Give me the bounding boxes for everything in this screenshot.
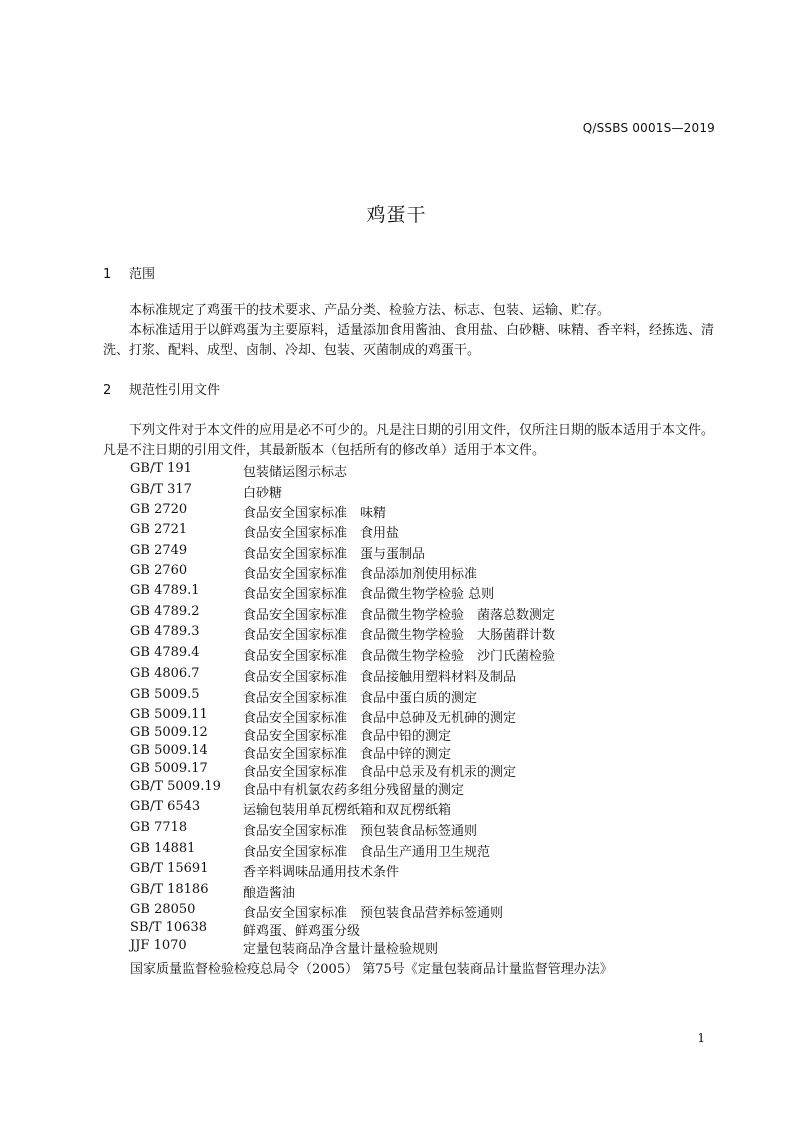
reference-code: GB 4789.1 — [130, 583, 200, 598]
reference-code: GB/T 5009.19 — [130, 779, 221, 794]
reference-code: GB 28050 — [130, 902, 196, 917]
reference-title: 食品安全国家标准 食品生产通用卫生规范 — [243, 845, 491, 860]
reference-title: 香辛料调味品通用技术条件 — [243, 865, 400, 880]
reference-code: GB/T 15691 — [130, 861, 209, 876]
reference-title: 食品安全国家标准 食品中铅的测定 — [243, 729, 452, 744]
reference-code: GB 5009.17 — [130, 761, 208, 776]
reference-title: 食品安全国家标准 食品中总汞及有机汞的测定 — [243, 765, 517, 780]
reference-title: 食品安全国家标准 食用盐 — [243, 526, 400, 541]
document-number: Q/SSBS 0001S—2019 — [582, 121, 715, 135]
reference-code: GB 2721 — [130, 522, 188, 537]
reference-code: GB 7718 — [130, 820, 188, 835]
reference-title: 食品安全国家标准 食品微生物学检验 菌落总数测定 — [243, 608, 556, 623]
reference-code: GB 2760 — [130, 563, 188, 578]
reference-code: JJF 1070 — [130, 938, 187, 953]
reference-title: 食品安全国家标准 食品微生物学检验 沙门氏菌检验 — [243, 649, 556, 664]
reference-code: GB 4789.3 — [130, 624, 200, 639]
reference-title: 食品安全国家标准 食品微生物学检验 大肠菌群计数 — [243, 628, 556, 643]
reference-title: 食品安全国家标准 预包装食品标签通则 — [243, 824, 478, 839]
scope-paragraph: 本标准适用于以鲜鸡蛋为主要原料，适量添加食用酱油、食用盐、白砂糖、味精、香辛料，经拣选、清洗、打浆、配料、成型、卤制、冷却、包装、灭菌制成的鸡蛋干。 — [103, 323, 715, 358]
reference-title: 食品安全国家标准 食品添加剂使用标准 — [243, 567, 478, 582]
reference-code: SB/T 10638 — [130, 920, 207, 935]
reference-code: GB/T 6543 — [130, 799, 201, 814]
document-title: 鸡蛋干 — [366, 204, 427, 226]
reference-title: 食品安全国家标准 食品中总砷及无机砷的测定 — [243, 711, 517, 726]
reference-code: GB 5009.14 — [130, 743, 208, 758]
section-heading-scope — [103, 263, 155, 282]
reference-title: 食品安全国家标准 味精 — [243, 506, 387, 521]
section-title: 范围 — [129, 267, 156, 282]
reference-code: GB 2720 — [130, 502, 188, 517]
section-title: 规范性引用文件 — [129, 383, 221, 398]
reference-code: GB 5009.5 — [130, 687, 200, 702]
reference-code: GB 5009.12 — [130, 725, 208, 740]
reference-title: 食品安全国家标准 食品中蛋白质的测定 — [243, 691, 478, 706]
scope-paragraph: 本标准规定了鸡蛋干的技术要求、产品分类、检验方法、标志、包装、运输、贮存。 — [129, 303, 611, 318]
reference-title: 定量包装商品净含量计量检验规则 — [243, 942, 439, 957]
reference-title: 食品中有机氯农药多组分残留量的测定 — [243, 783, 465, 798]
reference-code: GB 2749 — [130, 543, 188, 558]
reference-title: 鲜鸡蛋、鲜鸡蛋分级 — [243, 924, 361, 939]
reference-code: GB 4789.2 — [130, 604, 200, 619]
reference-title: 酿造酱油 — [243, 886, 296, 901]
reference-code: GB/T 18186 — [130, 882, 209, 897]
reference-code: GB 4789.4 — [130, 645, 200, 660]
reference-title: 食品安全国家标准 预包装食品营养标签通则 — [243, 906, 504, 921]
section-number: 2 — [103, 383, 112, 398]
reference-title: 食品安全国家标准 食品接触用塑料材料及制品 — [243, 670, 517, 685]
section-number: 1 — [103, 267, 112, 282]
reference-title: 运输包装用单瓦楞纸箱和双瓦楞纸箱 — [243, 803, 452, 818]
page-number: 1 — [697, 1031, 705, 1045]
decree-reference: 国家质量监督检验检疫总局令（2005） 第75号《定量包装商品计量监督管理办法》 — [130, 962, 613, 977]
reference-title: 包装储运图示标志 — [243, 465, 348, 480]
reference-code: GB 14881 — [130, 841, 196, 856]
reference-title: 食品安全国家标准 食品中锌的测定 — [243, 747, 452, 762]
reference-code: GB/T 191 — [130, 461, 192, 476]
reference-title: 白砂糖 — [243, 486, 283, 501]
reference-code: GB/T 317 — [130, 482, 192, 497]
reference-title: 食品安全国家标准 食品微生物学检验 总则 — [243, 587, 495, 602]
reference-title: 食品安全国家标准 蛋与蛋制品 — [243, 547, 426, 562]
references-intro-paragraph: 下列文件对于本文件的应用是必不可少的。凡是注日期的引用文件，仅所注日期的版本适用于本文件。凡是不注日期的引用文件，其最新版本（包括所有的修改单）适用于本文件。 — [103, 423, 715, 458]
section-heading-normative-references — [103, 379, 220, 398]
reference-code: GB 5009.11 — [130, 707, 208, 722]
reference-code: GB 4806.7 — [130, 666, 200, 681]
